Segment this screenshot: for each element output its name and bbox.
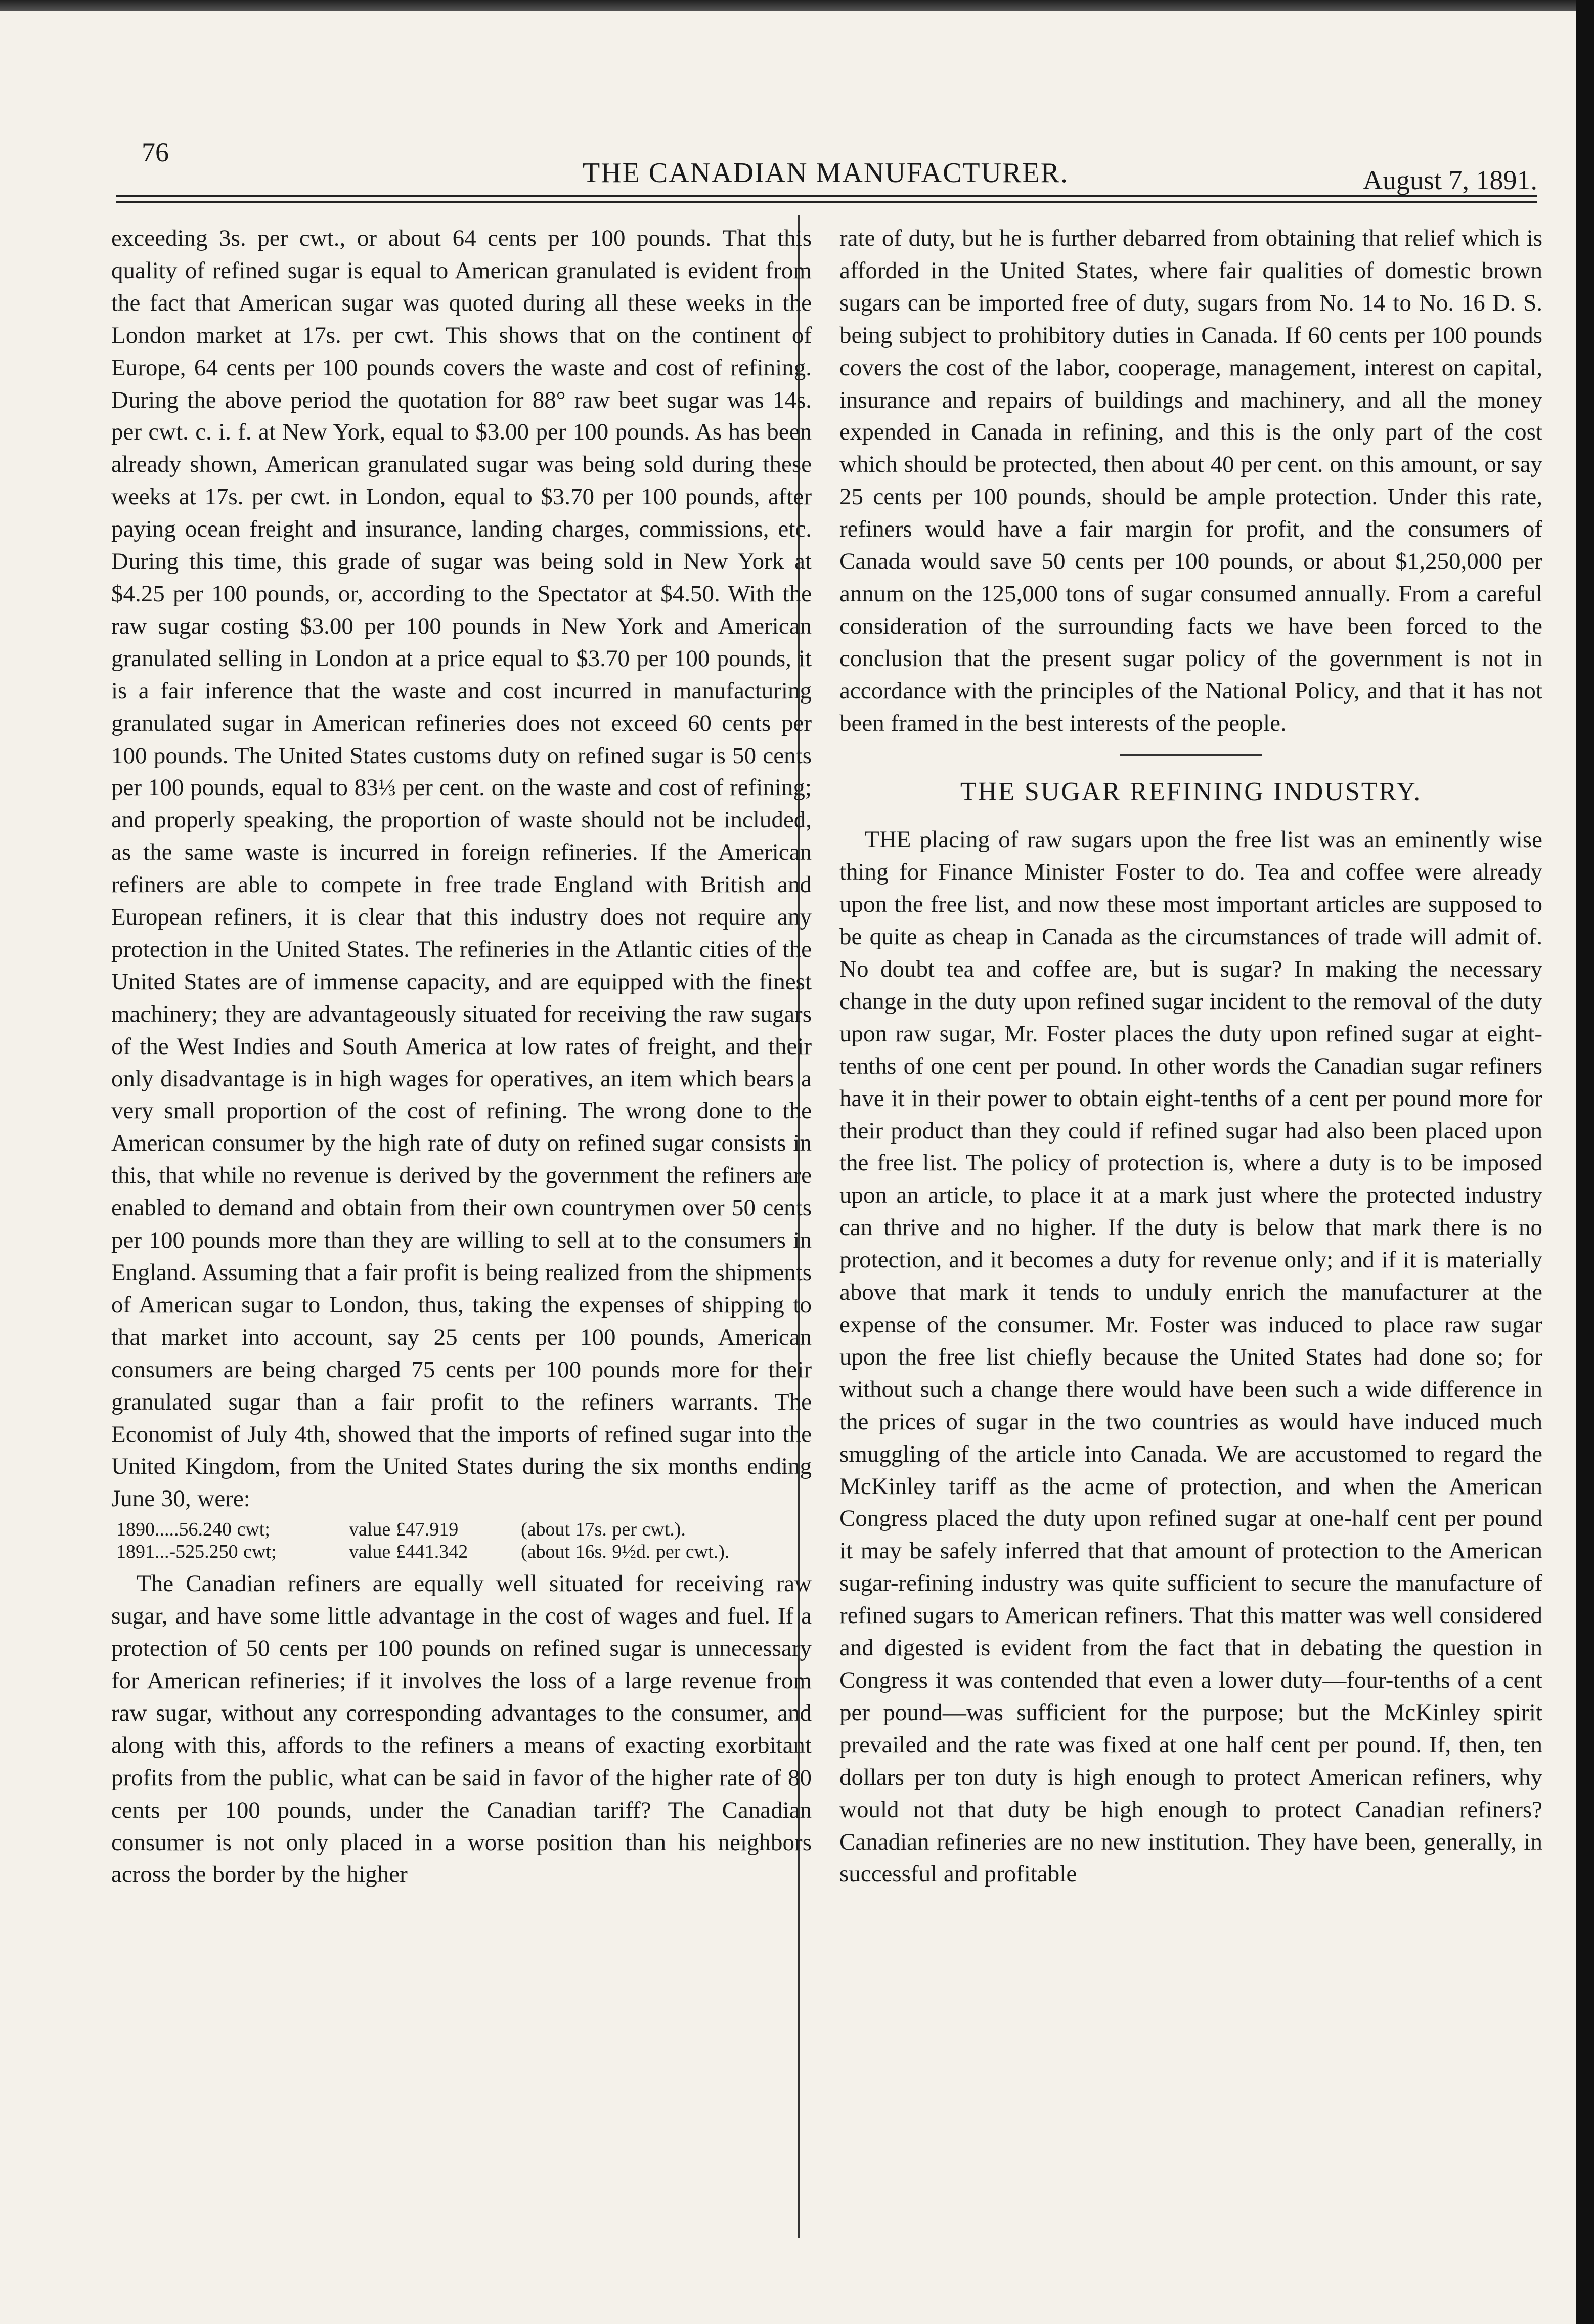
table-cell-note: (about 16s. 9½d. per cwt.). — [521, 1541, 730, 1563]
table-cell-quantity: 1891...-525.250 cwt; — [116, 1541, 277, 1563]
imports-table — [111, 1518, 812, 1563]
right-column — [839, 223, 1542, 1891]
scan-right-edge — [1576, 0, 1594, 2324]
table-row — [111, 1541, 812, 1563]
table-cell-value: value £441.342 — [349, 1541, 468, 1563]
scan-top-edge — [0, 0, 1594, 11]
header-rule — [116, 195, 1537, 197]
table-row — [111, 1518, 812, 1541]
page-header — [114, 137, 1537, 195]
publication-title: THE CANADIAN MANUFACTURER. — [583, 157, 1069, 189]
table-cell-note: (about 17s. per cwt.). — [521, 1519, 686, 1541]
paragraph-body: placing of raw sugars upon the free list was an eminently wise thing for Finance Minister Foster to do. Tea and coffee were already upon the free list, and now these most important articles are supposed to be quite as cheap in Canada as the circumstances of trade will admit of. No doubt tea and coffee are, but is sugar? In making the necessary change in the duty upon refined sugar incident to the removal of the duty upon raw sugar, Mr. Foster places the duty upon refined sugar at eight-tenths of one cent per pound. In other words the Canadian sugar refiners have it in their power to obtain eight-tenths of a cent per pound more for their product than they could if refined sugar had also been placed upon the free list. The policy of protection is, where a duty is to be imposed upon an article, to place it at a mark just where the protected industry can thrive and no higher. If the duty is below that mark there is no protection, and it becomes a duty for revenue only; and if it is materially above that mark it tends to unduly enrich the manufacturer at the expense of the consumer. Mr. Foster was induced to place raw sugar upon the free list chiefly because the United States had done so; for without such a change there would have been such a wide difference in the prices of sugar in the two countries as would have induced much smuggling of the article into Canada. We are accustomed to regard the McKinley tariff as the acme of protection, and when the American Congress placed the duty upon refined sugar at one-half cent per pound it may be safely inferred that that amount of protection to the American sugar-refining industry was quite sufficient to secure the manufacture of refined sugars to American refiners. That this matter was well considered and digested is evident from the fact that in debating the question in Congress it was contended that even a lower duty—four-tenths of a cent per pound—was sufficient for the purpose; but the McKinley spirit prevailed and the rate was fixed at one half cent per pound. If, then, ten dollars per ton duty is high enough to protect American refiners, why would not that duty be high enough to protect Canadian refiners? Canadian refineries are no new institution. They have been, generally, in successful and profitable — [839, 826, 1542, 1888]
table-cell-quantity: 1890.....56.240 cwt; — [116, 1519, 270, 1541]
section-title: THE SUGAR REFINING INDUSTRY. — [960, 777, 1422, 806]
article-paragraph: rate of duty, but he is further debarred from obtaining that relief which is afforded in the United States, where fair qualities of domestic brown sugars can be imported free of duty, sugars from No. 14 to No. 16 D. S. being subject to prohibitory duties in Canada. If 60 cents per 100 pounds covers the cost of the labor, cooperage, management, interest on capital, insurance and repairs of buildings and machinery, and all the money expended in Canada in refining, and this is the only part of the cost which should be protected, then about 40 per cent. on this amount, or say 25 cents per 100 pounds, should be ample protection. Under this rate, refiners would have a fair margin for profit, and the consumers of Canada would save 50 cents per 100 pounds, or about $1,250,000 per annum on the 125,000 tons of sugar consumed annually. From a careful consideration of the surrounding facts we have been forced to the conclusion that the present sugar policy of the government is not in accordance with the principles of the National Policy, and that it has not been framed in the best interests of the people. — [839, 225, 1542, 736]
drop-cap-word: THE — [865, 826, 911, 853]
page-number: 76 — [142, 137, 169, 167]
article-paragraph: The Canadian refiners are equally well situated for receiving raw sugar, and have some little advantage in the cost of wages and fuel. If a protection of 50 cents per 100 pounds on refined sugar is unnecessary for American refineries; if it involves the loss of a large revenue from raw sugar, without any corresponding advantages to the consumer, and along with this, affords to the refiners a means of exacting exorbitant profits from the public, what can be said in favor of the higher rate of 80 cents per 100 pounds, under the Canadian tariff? The Canadian consumer is not only placed in a worse position than his neighbors across the border by the higher — [111, 1570, 812, 1888]
article-paragraph — [839, 824, 1542, 1891]
header-rule-secondary — [116, 201, 1537, 203]
table-cell-value: value £47.919 — [349, 1519, 459, 1541]
section-divider — [1120, 754, 1262, 756]
left-column — [111, 223, 812, 1891]
article-paragraph: exceeding 3s. per cwt., or about 64 cents per 100 pounds. That this quality of refined sugar is equal to American granulated is evident from the fact that American sugar was quoted during all these weeks in the London market at 17s. per cwt. This shows that on the continent of Europe, 64 cents per 100 pounds covers the waste and cost of refining. During the above period the quotation for 88° raw beet sugar was 14s. per cwt. c. i. f. at New York, equal to $3.00 per 100 pounds. As has been already shown, American granulated sugar was being sold during these weeks at 17s. per cwt. in London, equal to $3.70 per 100 pounds, after paying ocean freight and insurance, landing charges, commissions, etc. During this time, this grade of sugar was being sold in New York at $4.25 per 100 pounds, or, according to the Spectator at $4.50. With the raw sugar costing $3.00 per 100 pounds in New York and American granulated selling in London at a price equal to $3.70 per 100 pounds, it is a fair inference that the waste and cost incurred in manufacturing granulated sugar in American refineries does not exceed 60 cents per 100 pounds. The United States customs duty on refined sugar is 50 cents per 100 pounds, equal to 83⅓ per cent. on the waste and cost of refining; and properly speaking, the proportion of waste should not be included, as the same waste is incurred in foreign refineries. If the American refiners are able to compete in free trade England with British and European refiners, it is clear that this industry does not require any protection in the United States. The refineries in the Atlantic cities of the United States are of immense capacity, and are equipped with the finest machinery; they are advantageously situated for receiving the raw sugars of the West Indies and South America at low rates of freight, and their only disadvantage is in high wages for operatives, an item which bears a very small proportion of the cost of refining. The wrong done to the American consumer by the high rate of duty on refined sugar consists in this, that while no revenue is derived by the government the refiners are enabled to demand and obtain from their own countrymen over 50 cents per 100 pounds more than they are willing to sell at to the consumers in England. Assuming that a fair profit is being realized from the shipments of American sugar to London, thus, taking the expenses of shipping to that market into account, say 25 cents per 100 pounds, American consumers are being charged 75 cents per 100 pounds more for their granulated sugar than a fair profit to the refiners warrants. The Economist of July 4th, showed that the imports of refined sugar into the United Kingdom, from the United States during the six months ending June 30, were: — [111, 225, 812, 1512]
issue-date: August 7, 1891. — [1362, 165, 1537, 195]
